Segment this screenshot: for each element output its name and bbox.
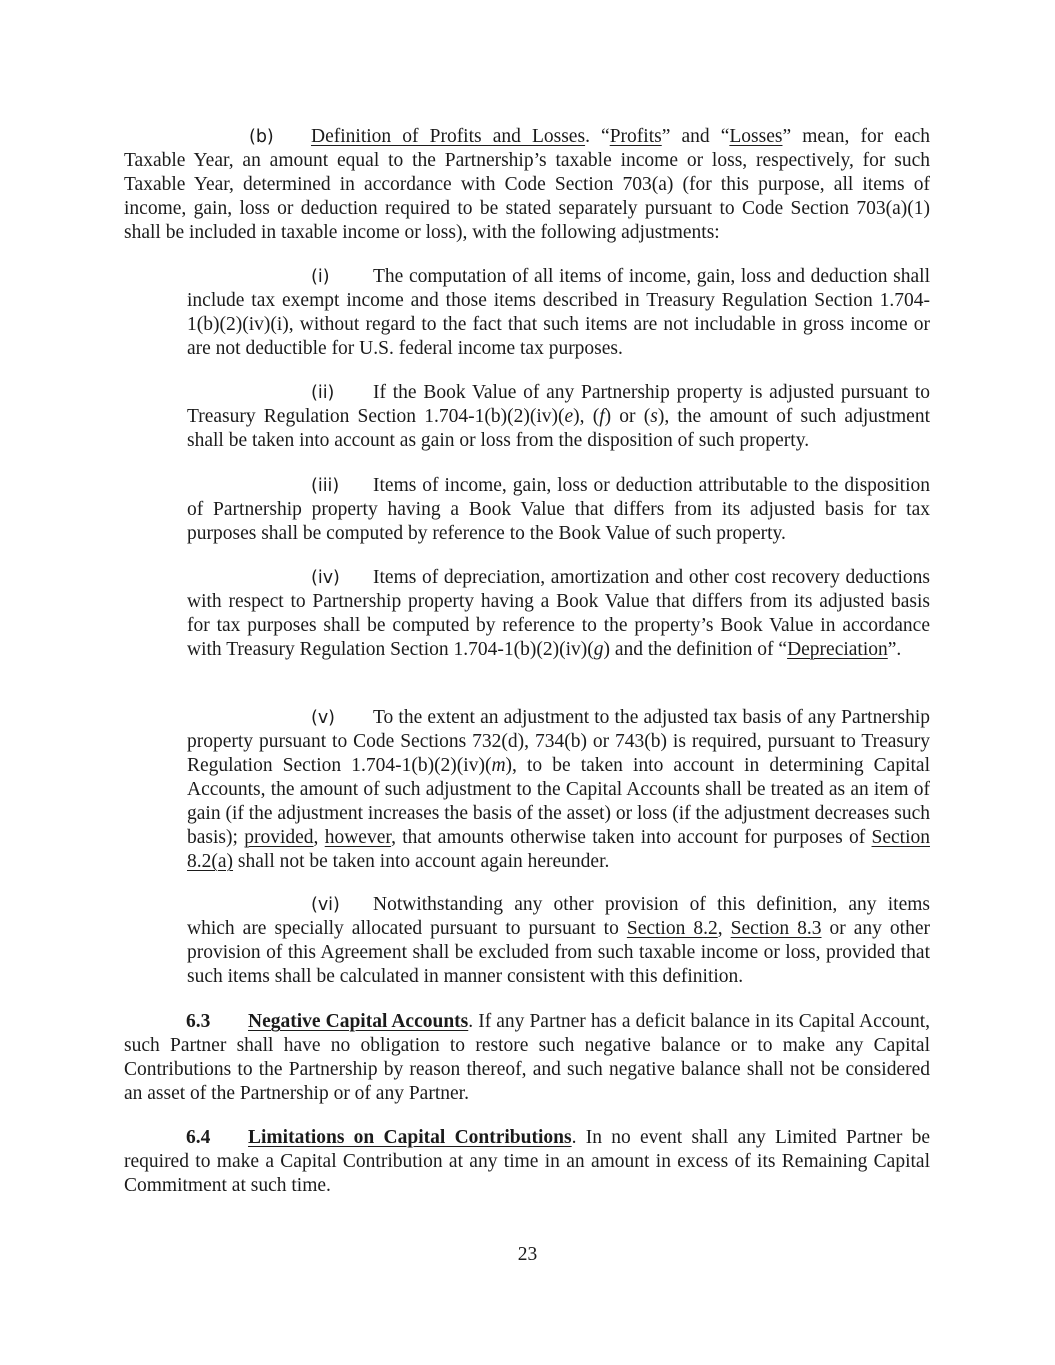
paragraph-b-profits-losses: (b) Definition of Profits and Losses. “Profits” and “Losses” mean, for each Taxable Year, an amount equal to the Partnership’s taxable income or loss, respectively, for such Taxable Year, determined in accordance with Code Section 703(a) (for this purpose, all items of income, gain, loss or deduction required to be stated separately pursuant to Code Section 703(a)(1) shall be included in taxable income or loss), with the following adjustments:: [124, 126, 931, 243]
clause-number-b: (b): [249, 127, 274, 147]
paragraph-v: (v) To the extent an adjustment to the adjusted tax basis of any Partnership property pursuant to Code Sections 732(d), 734(b) or 743(b) is required, pursuant to Treasury Regulation Section 1.704-1(b)(2)(iv)(m), to be taken into account in determining Capital Accounts, the amount of such adjustment to the Capital Accounts shall be treated as an item of gain (if the adjustment increases the basis of the asset) or loss (if the adjustment decreases such basis); provided, however, that amounts otherwise taken into account for purposes of Section 8.2(a) shall not be taken into account again hereunder.: [187, 707, 930, 872]
clause-number-vi: (vi): [311, 895, 340, 915]
paragraph-iv: (iv) Items of depreciation, amortization and other cost recovery deductions with respect to Partnership property having a Book Value that differs from its adjusted basis for tax purposes shall be computed by reference to the property’s Book Value in accordance with Treasury Regulation Section 1.704-1(b)(2)(iv)(g) and the definition of “Depreciation”.: [187, 567, 930, 660]
heading-negative-capital-accounts: Negative Capital Accounts: [248, 1011, 469, 1032]
clause-number-iv: (iv): [311, 568, 340, 588]
paragraph-ii: (ii) If the Book Value of any Partnership property is adjusted pursuant to Treasury Regulation Section 1.704-1(b)(2)(iv)(e), (f) or (s), the amount of such adjustment shall be taken into account as gain or loss from the disposition of such property.: [187, 382, 930, 451]
term-depreciation: Depreciation: [787, 639, 888, 660]
term-provided: provided: [244, 827, 314, 848]
section-number-6-3: 6.3: [186, 1011, 211, 1032]
clause-number-ii: (ii): [311, 383, 335, 403]
link-section-8-2[interactable]: Section 8.2: [626, 918, 718, 939]
heading-profits-losses: Definition of Profits and Losses: [311, 126, 586, 147]
section-6-3: 6.3 Negative Capital Accounts. If any Partner has a deficit balance in its Capital Account, such Partner shall have no obligation to restore such negative balance or to make any Capital Contributions to the Partnership by reason thereof, and such negative balance shall not be considered an asset of the Partnership or of any Partner.: [124, 1011, 930, 1104]
section-6-4: 6.4 Limitations on Capital Contributions. In no event shall any Limited Partner be required to make a Capital Contribution at any time in an amount in excess of its Remaining Capital Commitment at such time.: [124, 1127, 930, 1196]
clause-number-iii: (iii): [311, 476, 340, 496]
clause-number-i: (i): [311, 267, 330, 287]
paragraph-iii: (iii) Items of income, gain, loss or deduction attributable to the disposition of Partnership property having a Book Value that differs from its adjusted basis for tax purposes shall be computed by reference to the Book Value of such property.: [187, 475, 930, 544]
paragraph-vi: (vi) Notwithstanding any other provision of this definition, any items which are specially allocated pursuant to pursuant to Section 8.2, Section 8.3 or any other provision of this Agreement shall be excluded from such taxable income or loss, provided that such items shall be calculated in manner consistent with this definition.: [187, 894, 930, 987]
clause-number-v: (v): [311, 708, 336, 728]
heading-limitations-capital-contributions: Limitations on Capital Contributions: [248, 1127, 572, 1148]
page-number: 23: [517, 1244, 538, 1265]
term-profits: Profits: [609, 126, 662, 147]
link-section-8-3[interactable]: Section 8.3: [730, 918, 822, 939]
term-losses: Losses: [729, 126, 783, 147]
link-section-8-2a[interactable]: Section 8.2(a): [187, 827, 930, 872]
term-however: however: [324, 827, 392, 848]
section-number-6-4: 6.4: [186, 1127, 211, 1148]
paragraph-i: (i) The computation of all items of income, gain, loss and deduction shall include tax exempt income and those items described in Treasury Regulation Section 1.704-1(b)(2)(iv)(i), without regard to the fact that such items are not includable in gross income or are not deductible for U.S. federal income tax purposes.: [187, 266, 930, 359]
